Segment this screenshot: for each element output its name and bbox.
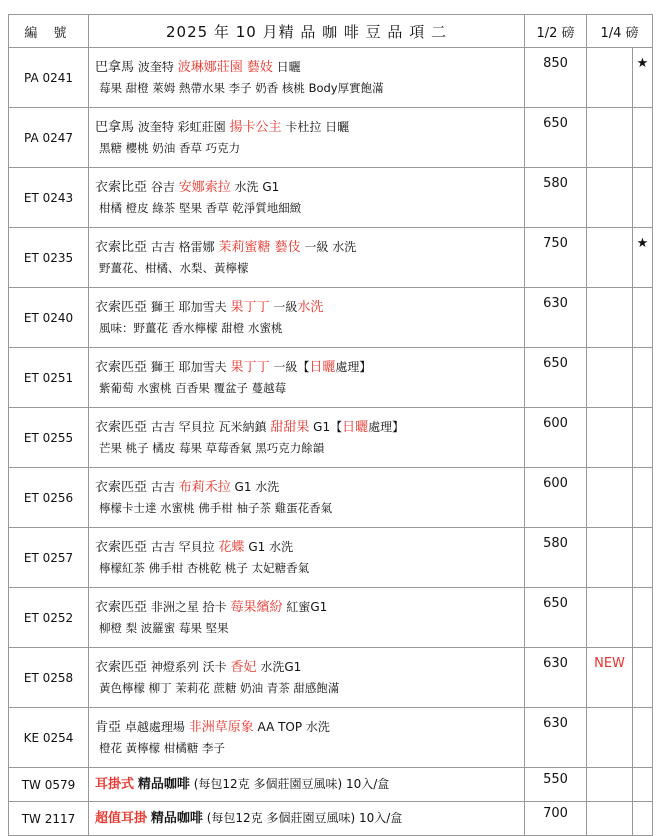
item-country: 衣索匹亞	[95, 660, 148, 675]
item-name: 甜甜果	[270, 420, 310, 435]
item-name: 耳掛式	[95, 777, 135, 792]
item-origin: 非洲之星 拾卡	[150, 600, 227, 614]
recommended-star-icon	[633, 528, 653, 588]
item-title-line	[95, 57, 524, 78]
item-code: KE 0254	[9, 708, 89, 768]
price-half-pound: 580	[525, 168, 587, 228]
recommended-star-icon	[633, 648, 653, 708]
item-code: PA 0241	[9, 48, 89, 108]
coffee-row	[9, 468, 653, 528]
price-quarter-pound	[587, 708, 633, 768]
item-title-line	[95, 537, 524, 558]
recommended-star-icon: ★	[633, 48, 653, 108]
price-quarter-pound	[587, 288, 633, 348]
item-category: 精品咖啡	[137, 777, 190, 792]
coffee-row	[9, 348, 653, 408]
item-process: 一級 水洗	[304, 240, 357, 254]
item-code: ET 0240	[9, 288, 89, 348]
item-title-line	[95, 657, 524, 678]
item-flavor-notes: 柑橘 橙皮 綠茶 堅果 香草 乾淨質地細緻	[99, 201, 302, 215]
item-title-line	[95, 117, 524, 138]
item-code: ET 0252	[9, 588, 89, 648]
coffee-price-table	[8, 14, 653, 836]
item-country: 衣索匹亞	[95, 300, 148, 315]
item-title-line	[95, 417, 524, 438]
recommended-star-icon	[633, 168, 653, 228]
item-flavor-notes: 芒果 桃子 橘皮 莓果 草莓香氣 黑巧克力餘韻	[99, 441, 325, 455]
item-code: TW 0579	[9, 768, 89, 802]
recommended-star-icon	[633, 348, 653, 408]
item-origin: 神燈系列 沃卡	[150, 660, 227, 674]
item-description	[89, 768, 525, 802]
item-flavor-notes: 柳橙 梨 波羅蜜 莓果 堅果	[99, 621, 229, 635]
item-code: ET 0255	[9, 408, 89, 468]
item-origin: 古吉 罕貝拉	[150, 540, 215, 554]
price-quarter-pound: NEW	[587, 648, 633, 708]
item-origin: 古吉 罕貝拉 瓦米納鎮	[150, 420, 267, 434]
item-code: ET 0257	[9, 528, 89, 588]
price-half-pound: 630	[525, 708, 587, 768]
item-country: 巴拿馬	[95, 60, 135, 75]
price-half-pound: 580	[525, 528, 587, 588]
drip-bag-row	[9, 768, 653, 802]
price-half-pound: 850	[525, 48, 587, 108]
item-country: 衣索比亞	[95, 180, 148, 195]
item-name: 波琳娜莊園 藝妓	[177, 60, 273, 75]
item-code: ET 0243	[9, 168, 89, 228]
item-origin: 波奎特	[137, 60, 174, 74]
column-header-half-pound: 1/2 磅	[525, 15, 587, 48]
price-half-pound: 700	[525, 802, 587, 836]
item-name: 揚卡公主	[229, 120, 282, 135]
price-quarter-pound	[587, 408, 633, 468]
item-origin: 卓越處理場	[124, 720, 185, 734]
item-code: ET 0256	[9, 468, 89, 528]
item-description	[89, 468, 525, 528]
item-name: 香妃	[230, 660, 257, 675]
price-quarter-pound	[587, 108, 633, 168]
coffee-row	[9, 408, 653, 468]
item-title-line	[95, 237, 524, 258]
coffee-row	[9, 708, 653, 768]
recommended-star-icon: ★	[633, 228, 653, 288]
item-description	[89, 168, 525, 228]
item-process: 水洗G1	[260, 660, 302, 674]
item-title-line	[95, 597, 524, 618]
item-description	[89, 348, 525, 408]
item-process-highlight: 水洗	[297, 300, 324, 315]
item-process: G1 水洗	[248, 540, 294, 554]
item-flavor-notes: 紫葡萄 水蜜桃 百香果 覆盆子 蔓越莓	[99, 381, 287, 395]
item-flavor-notes: 風味：野薑花 香水檸檬 甜橙 水蜜桃	[99, 321, 283, 335]
coffee-row	[9, 648, 653, 708]
header-row	[9, 15, 653, 48]
item-origin: 古吉 格雷娜	[150, 240, 215, 254]
coffee-row	[9, 48, 653, 108]
recommended-star-icon	[633, 802, 653, 836]
item-description	[89, 408, 525, 468]
item-process: 水洗 G1	[234, 180, 280, 194]
price-quarter-pound	[587, 768, 633, 802]
item-process-highlight: 日曬	[342, 420, 369, 435]
item-flavor-notes: 橙花 黃檸檬 柑橘糖 李子	[99, 741, 225, 755]
coffee-row	[9, 528, 653, 588]
item-country: 巴拿馬	[95, 120, 135, 135]
item-description	[89, 588, 525, 648]
price-half-pound: 650	[525, 588, 587, 648]
item-category: 精品咖啡	[150, 811, 203, 826]
item-country: 衣索匹亞	[95, 600, 148, 615]
price-half-pound: 650	[525, 348, 587, 408]
item-process-end: 處理】	[335, 360, 372, 374]
recommended-star-icon	[633, 768, 653, 802]
price-half-pound: 630	[525, 288, 587, 348]
drip-bag-row	[9, 802, 653, 836]
item-country: 衣索匹亞	[95, 420, 148, 435]
price-half-pound: 650	[525, 108, 587, 168]
item-process-end: 處理】	[368, 420, 405, 434]
item-origin: 波奎特 彩虹莊園	[137, 120, 226, 134]
item-description	[89, 528, 525, 588]
coffee-row	[9, 288, 653, 348]
item-flavor-notes: 黃色檸檬 柳丁 茉莉花 蔗糖 奶油 青茶 甜感飽滿	[99, 681, 340, 695]
item-name: 果丁丁	[230, 360, 270, 375]
item-code: PA 0247	[9, 108, 89, 168]
item-flavor-notes: 檸檬卡士達 水蜜桃 佛手柑 柚子茶 雞蛋花香氣	[99, 501, 333, 515]
item-code: ET 0251	[9, 348, 89, 408]
item-description	[89, 288, 525, 348]
price-half-pound: 630	[525, 648, 587, 708]
item-title-line	[95, 177, 524, 198]
column-header-code: 編 號	[9, 15, 89, 48]
item-flavor-notes: 黑糖 櫻桃 奶油 香草 巧克力	[99, 141, 241, 155]
item-name: 茉莉蜜糖 藝伎	[218, 240, 301, 255]
item-title-line	[95, 477, 524, 498]
item-description	[89, 108, 525, 168]
item-origin: 獅王 耶加雪夫	[150, 300, 227, 314]
item-flavor-notes: 莓果 甜橙 萊姆 熱帶水果 李子 奶香 核桃 Body厚實飽滿	[99, 81, 384, 95]
price-quarter-pound	[587, 588, 633, 648]
table-title: 2025 年 10 月精 品 咖 啡 豆 品 項 二	[89, 15, 525, 48]
item-process: 日曬	[276, 60, 301, 74]
item-description	[89, 802, 525, 836]
item-country: 衣索比亞	[95, 240, 148, 255]
price-half-pound: 600	[525, 408, 587, 468]
item-name: 果丁丁	[230, 300, 270, 315]
item-process: 一級【	[273, 360, 310, 374]
item-title-line	[95, 717, 524, 738]
coffee-row	[9, 108, 653, 168]
item-process: G1 水洗	[234, 480, 280, 494]
item-code: ET 0235	[9, 228, 89, 288]
item-detail: (每包12克 多個莊園豆風味) 10入/盒	[193, 777, 390, 791]
price-quarter-pound	[587, 348, 633, 408]
item-country: 衣索匹亞	[95, 480, 148, 495]
price-quarter-pound	[587, 528, 633, 588]
item-title-line	[95, 774, 524, 795]
recommended-star-icon	[633, 108, 653, 168]
item-title-line	[95, 357, 524, 378]
item-process: 紅蜜G1	[286, 600, 328, 614]
item-process: G1【	[313, 420, 343, 434]
item-description	[89, 48, 525, 108]
price-half-pound: 750	[525, 228, 587, 288]
price-quarter-pound	[587, 802, 633, 836]
item-process: 卡杜拉 日曬	[285, 120, 350, 134]
item-title-line	[95, 808, 524, 829]
coffee-row	[9, 228, 653, 288]
price-quarter-pound	[587, 228, 633, 288]
column-header-quarter-pound: 1/4 磅	[587, 15, 653, 48]
item-process-highlight: 日曬	[309, 360, 336, 375]
item-flavor-notes: 野薑花、柑橘、水梨、黃檸檬	[99, 261, 249, 275]
item-name: 花蝶	[218, 540, 245, 555]
item-title-line	[95, 297, 524, 318]
recommended-star-icon	[633, 708, 653, 768]
item-name: 安娜索拉	[178, 180, 231, 195]
item-origin: 古吉	[150, 480, 175, 494]
price-half-pound: 550	[525, 768, 587, 802]
price-half-pound: 600	[525, 468, 587, 528]
price-list-sheet	[8, 14, 652, 836]
coffee-row	[9, 168, 653, 228]
item-detail: (每包12克 多個莊園豆風味) 10入/盒	[206, 811, 403, 825]
price-quarter-pound	[587, 468, 633, 528]
item-country: 衣索匹亞	[95, 360, 148, 375]
item-code: TW 2117	[9, 802, 89, 836]
coffee-row	[9, 588, 653, 648]
item-description	[89, 708, 525, 768]
item-origin: 獅王 耶加雪夫	[150, 360, 227, 374]
item-code: ET 0258	[9, 648, 89, 708]
item-name: 超值耳掛	[95, 811, 148, 826]
item-description	[89, 648, 525, 708]
recommended-star-icon	[633, 468, 653, 528]
item-name: 布莉禾拉	[178, 480, 231, 495]
item-flavor-notes: 檸檬紅茶 佛手柑 杏桃乾 桃子 太妃糖香氣	[99, 561, 310, 575]
item-process: AA TOP 水洗	[257, 720, 330, 734]
price-quarter-pound	[587, 168, 633, 228]
item-process: 一級	[273, 300, 298, 314]
recommended-star-icon	[633, 588, 653, 648]
item-description	[89, 228, 525, 288]
price-quarter-pound	[587, 48, 633, 108]
recommended-star-icon	[633, 408, 653, 468]
recommended-star-icon	[633, 288, 653, 348]
item-name: 莓果繽紛	[230, 600, 283, 615]
item-name: 非洲草原象	[188, 720, 254, 735]
item-country: 肯亞	[95, 720, 122, 735]
item-country: 衣索匹亞	[95, 540, 148, 555]
item-origin: 谷吉	[150, 180, 175, 194]
